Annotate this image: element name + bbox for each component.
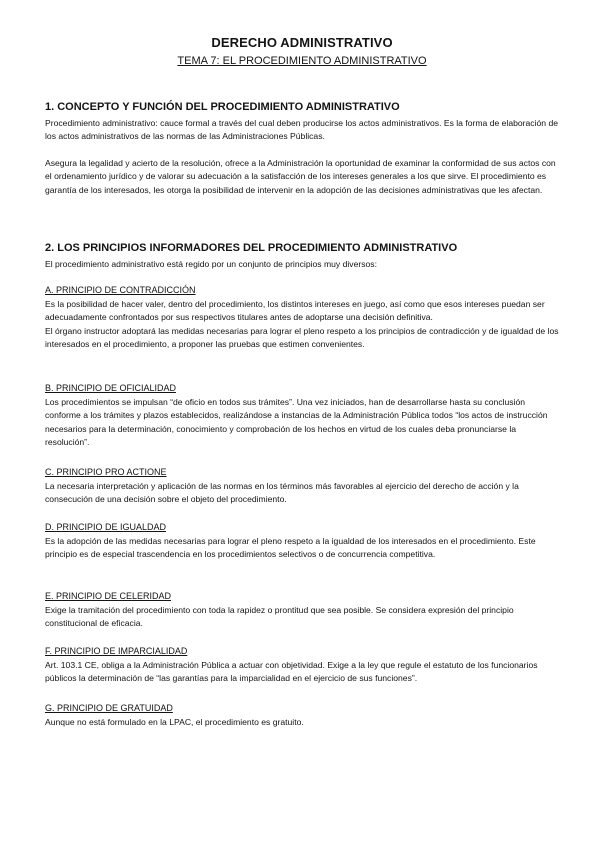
document-subtitle: TEMA 7: EL PROCEDIMIENTO ADMINISTRATIVO xyxy=(177,55,427,67)
principle-b-heading: B. PRINCIPIO DE OFICIALIDAD xyxy=(45,383,177,393)
section-1-heading: 1. CONCEPTO Y FUNCIÓN DEL PROCEDIMIENTO ADMINISTRATIVO xyxy=(45,101,400,113)
section-1-paragraph-1: Procedimiento administrativo: cauce formal a través del cual deben producirse los actos administrativos. Es la forma de elaboración de los actos administrativos de las normas de las Administraciones Públicas. xyxy=(45,118,559,142)
principle-b-text: Los procedimientos se impulsan “de oficio en todos sus trámites”. Una vez iniciados, han de desarrollarse hasta su conclusión conforme a los trámites y plazos establecidos, realizándose a instancias de la Administración Pública todos “los actos de instrucción necesarios para la determinación, conocimiento y comprobación de los hechos en virtud de los cuales deba pronunciarse la resolución”. xyxy=(45,397,548,447)
principle-a-text xyxy=(45,298,559,351)
principle-f-text: Art. 103.1 CE, obliga a la Administración Pública a actuar con objetividad. Exige a la ley que regule el estatuto de los funcionarios públicos la determinación de “las garantías para la imparcialidad en el ejercicio de sus funciones”. xyxy=(45,660,538,684)
principle-c-heading: C. PRINCIPIO PRO ACTIONE xyxy=(45,467,167,477)
principle-d-heading: D. PRINCIPIO DE IGUALDAD xyxy=(45,522,167,532)
principle-a-paragraph-2: El órgano instructor adoptará las medidas necesarias para lograr el pleno respeto a los principios de contradicción y de igualdad de los interesados en el procedimiento, a proponer las pruebas que estimen convenientes. xyxy=(45,325,559,349)
document-title: DERECHO ADMINISTRATIVO xyxy=(211,35,393,50)
principle-g-heading: G. PRINCIPIO DE GRATUIDAD xyxy=(45,703,173,713)
principle-a-paragraph-1: Es la posibilidad de hacer valer, dentro del procedimiento, los distintos intereses en juego, así como que esos intereses puedan ser adecuadamente confrontados por sus respectivos titulares antes de adoptarse una decisión definitiva. xyxy=(45,299,545,323)
principle-f-heading: F. PRINCIPIO DE IMPARCIALIDAD xyxy=(45,646,188,656)
section-2-intro: El procedimiento administrativo está regido por un conjunto de principios muy diversos: xyxy=(45,259,377,269)
principle-e-text: Exige la tramitación del procedimiento con toda la rapidez o prontitud que sea posible. Se considera expresión del principio constitucional de eficacia. xyxy=(45,605,514,629)
principle-e-heading: E. PRINCIPIO DE CELERIDAD xyxy=(45,591,172,601)
principle-c-text: La necesaria interpretación y aplicación de las normas en los términos más favorables al ejercicio del derecho de acción y la consecución de una decisión sobre el objeto del procedimiento. xyxy=(45,481,519,505)
section-1-paragraph-2: Asegura la legalidad y acierto de la resolución, ofrece a la Administración la oportunidad de examinar la conformidad de sus actos con el ordenamiento jurídico y de valorar su adecuación a la satisfacción de los intereses generales a los que sirve. El procedimiento es garantía de los interesados, les otorga la posibilidad de intervenir en la adopción de las decisiones administrativas que les afectan. xyxy=(45,158,556,195)
principle-d-text: Es la adopción de las medidas necesarias para lograr el pleno respeto a la igualdad de los interesados en el procedimiento. Este principio es de especial trascendencia en los procedimientos selectivos o de concurrencia competitiva. xyxy=(45,536,536,560)
principle-a-heading: A. PRINCIPIO DE CONTRADICCIÓN xyxy=(45,285,196,295)
principle-g-text: Aunque no está formulado en la LPAC, el procedimiento es gratuito. xyxy=(45,717,304,727)
section-2-heading: 2. LOS PRINCIPIOS INFORMADORES DEL PROCEDIMIENTO ADMINISTRATIVO xyxy=(45,242,458,254)
